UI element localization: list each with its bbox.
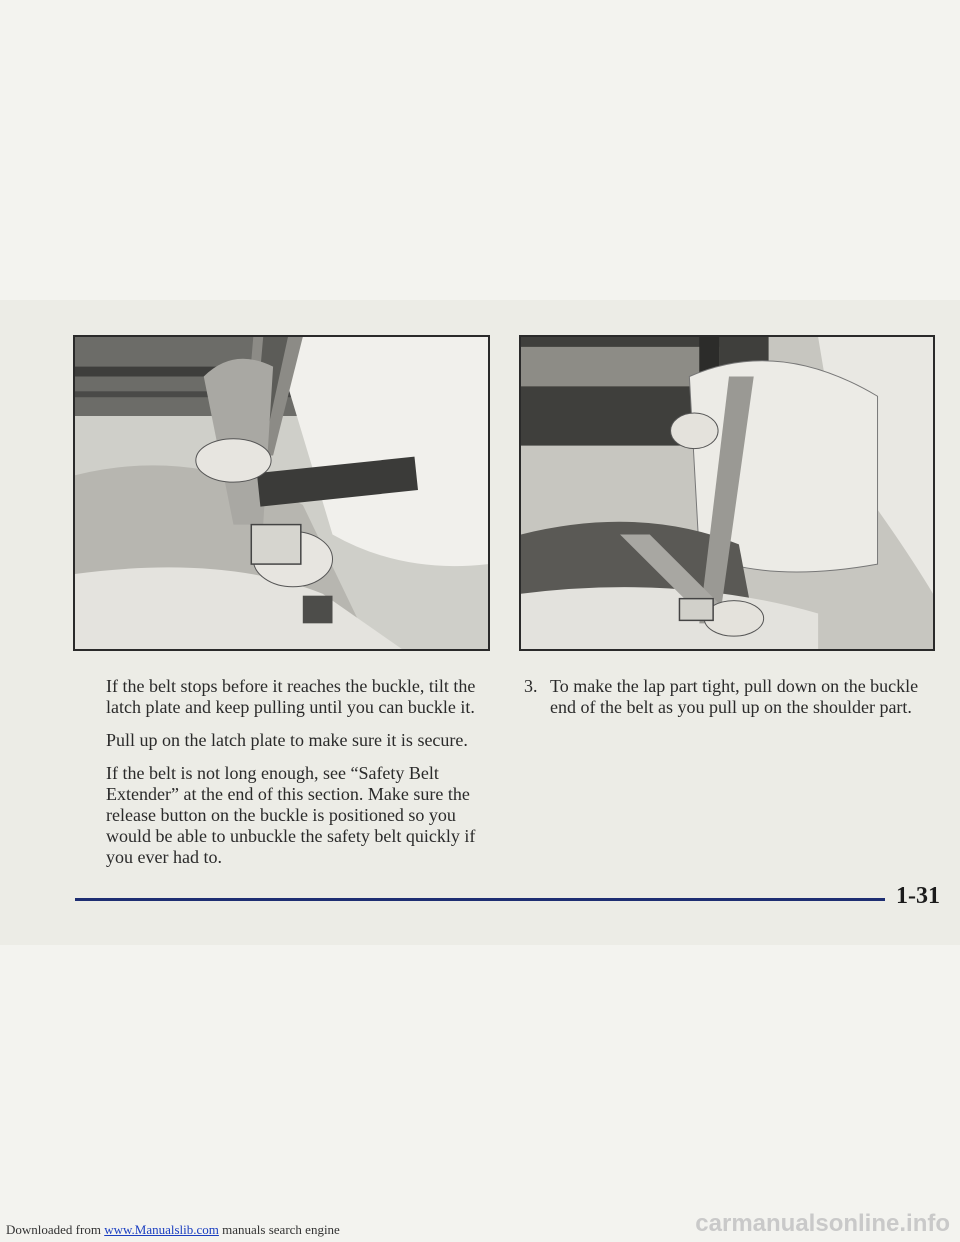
illustration-latching-belt — [73, 335, 490, 651]
belt-buckle-drawing — [75, 337, 488, 649]
download-footer — [6, 1222, 340, 1238]
lap-belt-drawing — [521, 337, 933, 649]
page-number: 1-31 — [896, 883, 940, 909]
right-column-text — [524, 676, 924, 718]
illustration-tightening-belt — [519, 335, 935, 651]
paragraph-pull-up: Pull up on the latch plate to make sure it is secure. — [106, 730, 468, 750]
paragraph-belt-extender: If the belt is not long enough, see “Safety Belt Extender” at the end of this section. Make sure the release button on the buckle is positioned so you would be able to unbuckle the safety belt quickly if you ever had to. — [106, 763, 476, 867]
left-column-text — [106, 676, 496, 880]
paragraph-tilt-latch: If the belt stops before it reaches the buckle, tilt the latch plate and keep pulling until you can buckle it. — [106, 676, 476, 717]
step-text: To make the lap part tight, pull down on the buckle end of the belt as you pull up on the shoulder part. — [550, 676, 919, 717]
footer-rule — [75, 898, 885, 901]
footer-suffix: manuals search engine — [222, 1222, 340, 1237]
watermark: carmanualsonline.info — [695, 1210, 950, 1237]
step-number: 3. — [524, 676, 538, 696]
footer-prefix: Downloaded from — [6, 1222, 101, 1237]
step-3 — [524, 676, 924, 718]
manualslib-link[interactable]: www.Manualslib.com — [104, 1222, 219, 1237]
